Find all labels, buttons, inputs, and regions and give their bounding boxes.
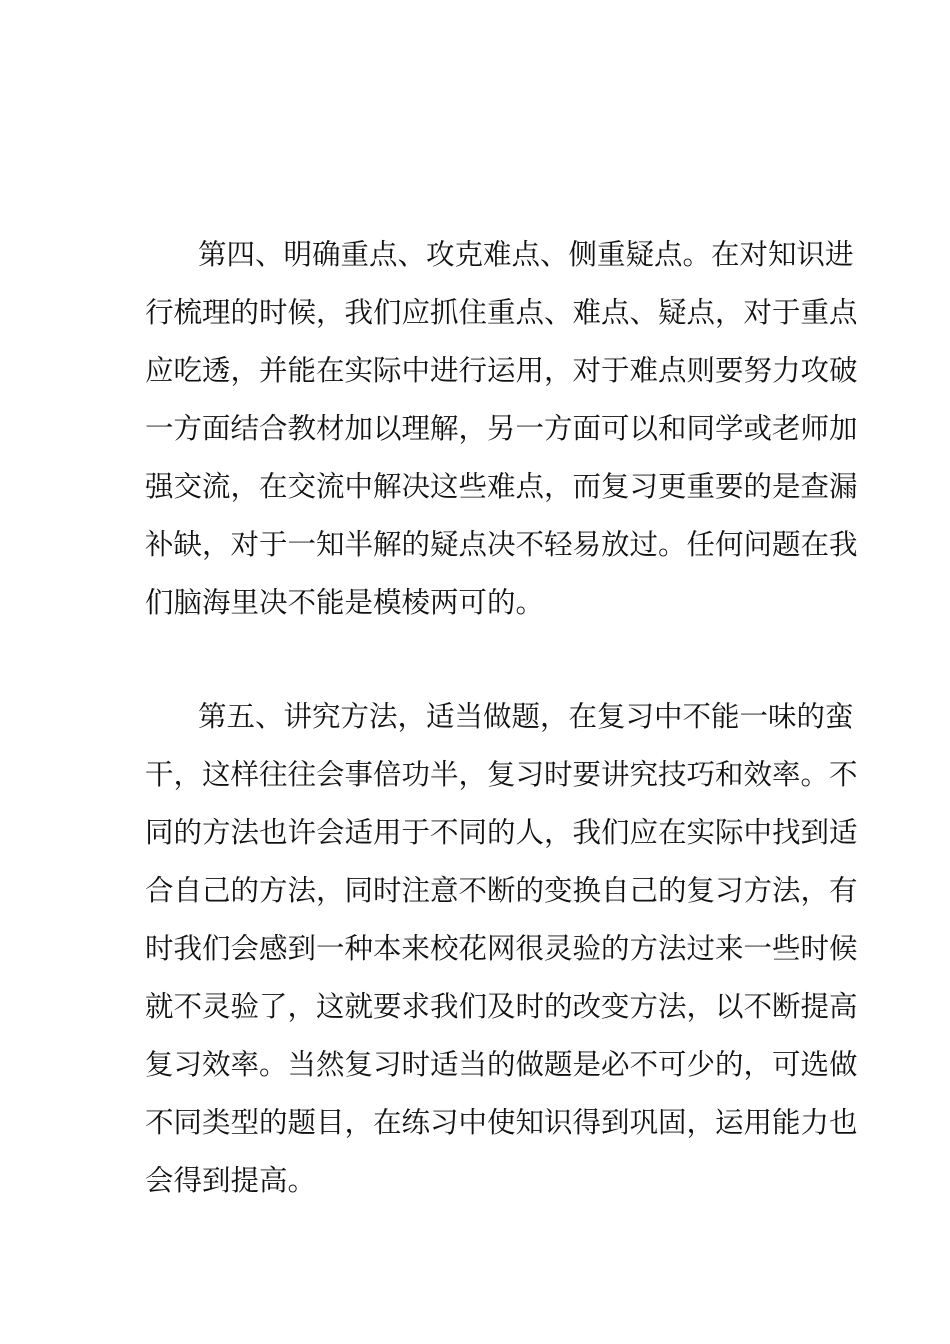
paragraph-line: 合自己的方法，同时注意不断的变换自己的复习方法，有 (145, 874, 858, 907)
paragraph-line: 第五、讲究方法，适当做题，在复习中不能一味的蛮 (198, 700, 854, 733)
paragraph-line: 应吃透，并能在实际中进行运用，对于难点则要努力攻破 (145, 354, 858, 387)
paragraph-line: 时我们会感到一种本来校花网很灵验的方法过来一些时候 (145, 932, 858, 965)
paragraph-line: 会得到提高。 (145, 1164, 317, 1197)
paragraph-line: 强交流，在交流中解决这些难点，而复习更重要的是查漏 (145, 470, 858, 503)
paragraph-line: 一方面结合教材加以理解，另一方面可以和同学或老师加 (145, 412, 858, 445)
paragraph-line: 同的方法也许会适用于不同的人，我们应在实际中找到适 (145, 816, 858, 849)
paragraph-line: 就不灵验了，这就要求我们及时的改变方法，以不断提高 (145, 990, 858, 1023)
paragraph-line: 干，这样往往会事倍功半，复习时要讲究技巧和效率。不 (145, 758, 858, 791)
paragraph-line: 不同类型的题目，在练习中使知识得到巩固，运用能力也 (145, 1106, 858, 1139)
paragraph-line: 补缺，对于一知半解的疑点决不轻易放过。任何问题在我 (145, 528, 858, 561)
paragraph-line: 们脑海里决不能是模棱两可的。 (145, 586, 545, 619)
paragraph-line: 第四、明确重点、攻克难点、侧重疑点。在对知识进 (198, 238, 854, 271)
paragraph-line: 行梳理的时候，我们应抓住重点、难点、疑点，对于重点 (145, 296, 858, 329)
paragraph-line: 复习效率。当然复习时适当的做题是必不可少的，可选做 (145, 1048, 858, 1081)
